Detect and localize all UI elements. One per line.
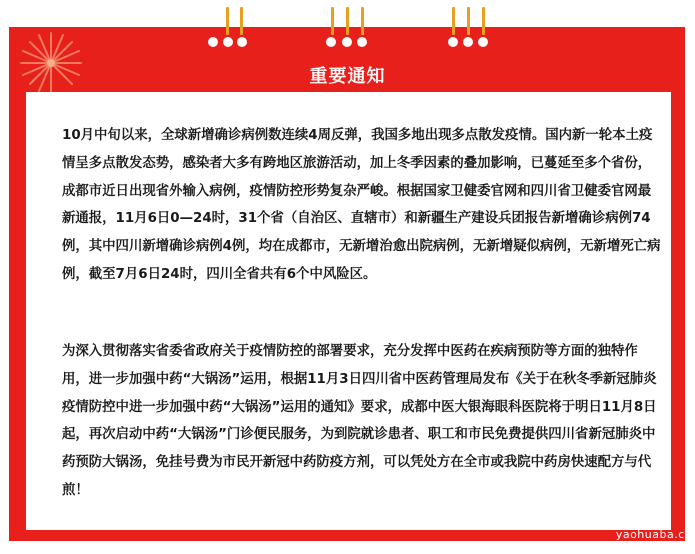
watermark: yaohuaba.co — [615, 528, 692, 541]
binder-rings-middle — [326, 0, 386, 50]
ring-dot — [237, 37, 247, 47]
notice-paragraph-2: 为深入贯彻落实省委省政府关于疫情防控的部署要求，充分发挥中医药在疾病预防等方面的独特作用，进一步加强中药“大锅汤”运用，根据11月3日四川省中医药管理局发布《关于在秋冬季新冠肺炎疫情防控中进一步加强中药“大锅汤”运用的通知》要求，成都中医大银海眼科医院将于明日11月8日起，再次启动中药“大锅汤”门诊便民服务，为到院就诊患者、职工和市民免费提供四川省新冠肺炎中药预防大锅汤，免挂号费为市民开新冠中药防疫方剂，可以凭处方在全市或我院中药房快速配方与代煎！ — [62, 344, 657, 498]
ring-dot — [463, 37, 473, 47]
binder-rings-right — [446, 0, 506, 50]
notice-title: 重要通知 — [309, 66, 386, 87]
ring-dot — [223, 37, 233, 47]
ring-dot — [208, 37, 218, 47]
ring-dot — [342, 37, 352, 47]
notice-paragraph-1: 10月中旬以来，全球新增确诊病例数连续4周反弹，我国多地出现多点散发疫情。国内新一轮本土疫情呈多点散发态势，感染者大多有跨地区旅游活动，加上冬季因素的叠加影响，已蔓延至多个省份，成都市近日出现省外输入病例，疫情防控形势复杂严峻。根据国家卫健委官网和四川省卫健委官网最新通报，11月6日0—24时，31个省（自治区、直辖市）和新疆生产建设兵团报告新增确诊病例74例，其中四川新增确诊病例4例，均在成都市，无新增治愈出院病例，无新增疑似病例，无新增死亡病例，截至7月6日24时，四川全省共有6个中风险区。 — [62, 128, 661, 282]
binder-rings-left — [205, 0, 265, 50]
ring-dot — [326, 37, 336, 47]
ring-dot — [357, 37, 367, 47]
ring-dot — [448, 37, 458, 47]
notice-card — [26, 92, 671, 530]
ring-dot — [478, 37, 488, 47]
